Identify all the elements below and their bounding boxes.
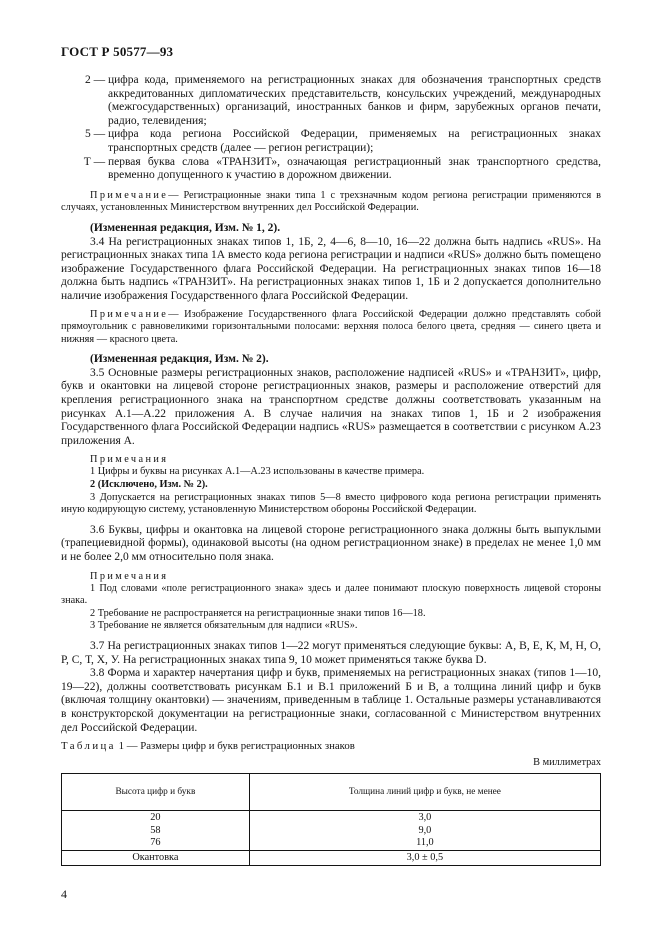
note-item: 3 Допускается на регистрационных знаках типов 5—8 вместо цифрового кода региона регистрации применять иную кодирующую систему, установленную Министерством обороны Российской Федерации. xyxy=(61,491,601,516)
note-item: 3 Требование не является обязательным для надписи «RUS». xyxy=(90,620,358,632)
table-label: Таблица xyxy=(61,740,116,753)
definition-item xyxy=(61,74,601,128)
notes-title: Примечания xyxy=(90,570,169,582)
clause-3-6: 3.6 Буквы, цифры и окантовка на лицевой стороне регистрационного знака должны быть выпуклыми (трапециевидной формы), одинаковой высоты (на одном регистрационном знаке) в пределах не менее 1,0 мм и не более 2,0 мм относительно поля знака. xyxy=(61,523,601,563)
note-label: Примечание xyxy=(90,308,169,320)
clause-3-8: 3.8 Форма и характер начертания цифр и букв, применяемых на регистрационных знаках (типов 1—10, 19—22), должны соответствовать рисункам Б.1 и В.1 приложений Б и В, а толщина линий цифр и букв (включая толщину окантовки) — значениям, приведенным в таблице 1. Остальные размеры устанавливаются в конструкторской документации на регистрационные знаки, согласованной с Министерством внутренних дел Российской Федерации. xyxy=(61,667,601,734)
thickness-values xyxy=(249,811,600,851)
column-header-thickness: Толщина линий цифр и букв, не менее xyxy=(249,774,600,811)
column-header-height: Высота цифр и букв xyxy=(62,774,250,811)
table-cell: 20 xyxy=(150,812,161,824)
table-title: 1 — Размеры цифр и букв регистрационных знаков xyxy=(118,740,355,753)
amendment-note: (Измененная редакция, Изм. № 2). xyxy=(90,353,269,366)
table-header-row xyxy=(62,774,601,811)
height-values xyxy=(62,811,250,851)
table-cell: Окантовка xyxy=(62,850,250,865)
note-item: 2 Требование не распространяется на регистрационные знаки типов 16—18. xyxy=(90,607,426,619)
note-item: 1 Под словами «поле регистрационного знака» здесь и далее понимают плоскую поверхность лицевой стороны знака. xyxy=(61,582,601,607)
table-cell: 11,0 xyxy=(416,836,434,848)
table-row xyxy=(62,850,601,865)
note-text: — Изображение Государственного флага Российской Федерации должно представлять собой прямоугольник с равновеликими горизонтальными полосами: верхняя полоса белого цвета, средняя — синего цвета и нижняя — красного цвета. xyxy=(61,308,601,345)
note-flag xyxy=(61,309,601,347)
definition-term: Т — xyxy=(83,155,108,168)
definition-text: первая буква слова «ТРАНЗИТ», означающая регистрационный знак транспортного средства, временно допущенного к участию в дорожном движении. xyxy=(108,155,601,182)
definition-text: цифра кода региона Российской Федерации, применяемых на регистрационных знаках транспортных средств (далее — регион регистрации); xyxy=(108,128,601,154)
note-text: — Регистрационные знаки типа 1 с трехзначным кодом региона регистрации применяются в случаях, установленных Министерством внутренних дел Российской Федерации. xyxy=(61,189,601,214)
clause-3-5: 3.5 Основные размеры регистрационных знаков, расположение надписей «RUS» и «ТРАНЗИТ», цифр, букв и окантовки на лицевой стороне регистрационных знаков, размеры и расположение отверстий для крепления регистрационного знака на транспортном средстве должны соответствовать указанным на рисунках А.1—А.22 приложения А. В случае наличия на знаках типов 1, 1Б и 2 изображения Государственного флага Российской Федерации надпись «RUS» размещается в соответствии с рисунком А.23 приложения А. xyxy=(61,366,601,447)
definition-text: цифра кода, применяемого на регистрационных знаках для обозначения транспортных средств аккредитованных дипломатических представительств, консульских учреждений, международных (межгосударственных) организаций, иностранных банков и фирм, зарубежных органов печати, радио, телевидения; xyxy=(108,74,601,127)
note-item: 2 (Исключено, Изм. № 2). xyxy=(90,479,208,491)
note-item: 1 Цифры и буквы на рисунках А.1—А.23 использованы в качестве примера. xyxy=(90,466,425,478)
clause-3-4: 3.4 На регистрационных знаках типов 1, 1Б, 2, 4—6, 8—10, 16—22 должна быть надпись «RUS». На регистрационных знаках типа 1А вместо кода региона регистрации и надписи «RUS» должно быть помещено изображение Государственного флага Российской Федерации. На регистрационных знаках типов 16—18 должна быть надпись «ТРАНЗИТ». На регистрационных знаках типов 1, 1Б и 2 допускается дополнительно наличие изображения Государственного флага Российской Федерации. xyxy=(61,235,601,302)
note-registration-code xyxy=(61,190,601,215)
table-cell: 3,0 xyxy=(418,812,432,824)
amendment-note: (Измененная редакция, Изм. № 1, 2). xyxy=(90,221,281,234)
notes-title: Примечания xyxy=(90,454,169,466)
definition-item xyxy=(61,156,601,183)
note-label: Примечание xyxy=(90,189,169,201)
clause-3-7: 3.7 На регистрационных знаках типов 1—22 могут применяться следующие буквы: А, В, Е, К, М, Н, О, Р, С, Т, Х, У. На регистрационных знаках типа 9, 10 может применяться также буква D. xyxy=(61,639,601,666)
table-row xyxy=(62,811,601,851)
definition-item xyxy=(61,128,601,155)
table-cell: 3,0 ± 0,5 xyxy=(249,850,600,865)
definition-term: 2 — xyxy=(85,74,108,86)
table-caption xyxy=(61,740,601,754)
table-cell: 58 xyxy=(150,824,161,836)
page-number: 4 xyxy=(61,887,67,901)
table-cell: 9,0 xyxy=(418,824,432,836)
table-cell: 76 xyxy=(150,836,161,848)
definition-term: 5 — xyxy=(85,128,108,141)
dimensions-table xyxy=(61,773,601,866)
table-units: В миллиметрах xyxy=(533,756,601,768)
document-body xyxy=(61,74,601,866)
standard-header: ГОСТ Р 50577—93 xyxy=(61,44,174,59)
